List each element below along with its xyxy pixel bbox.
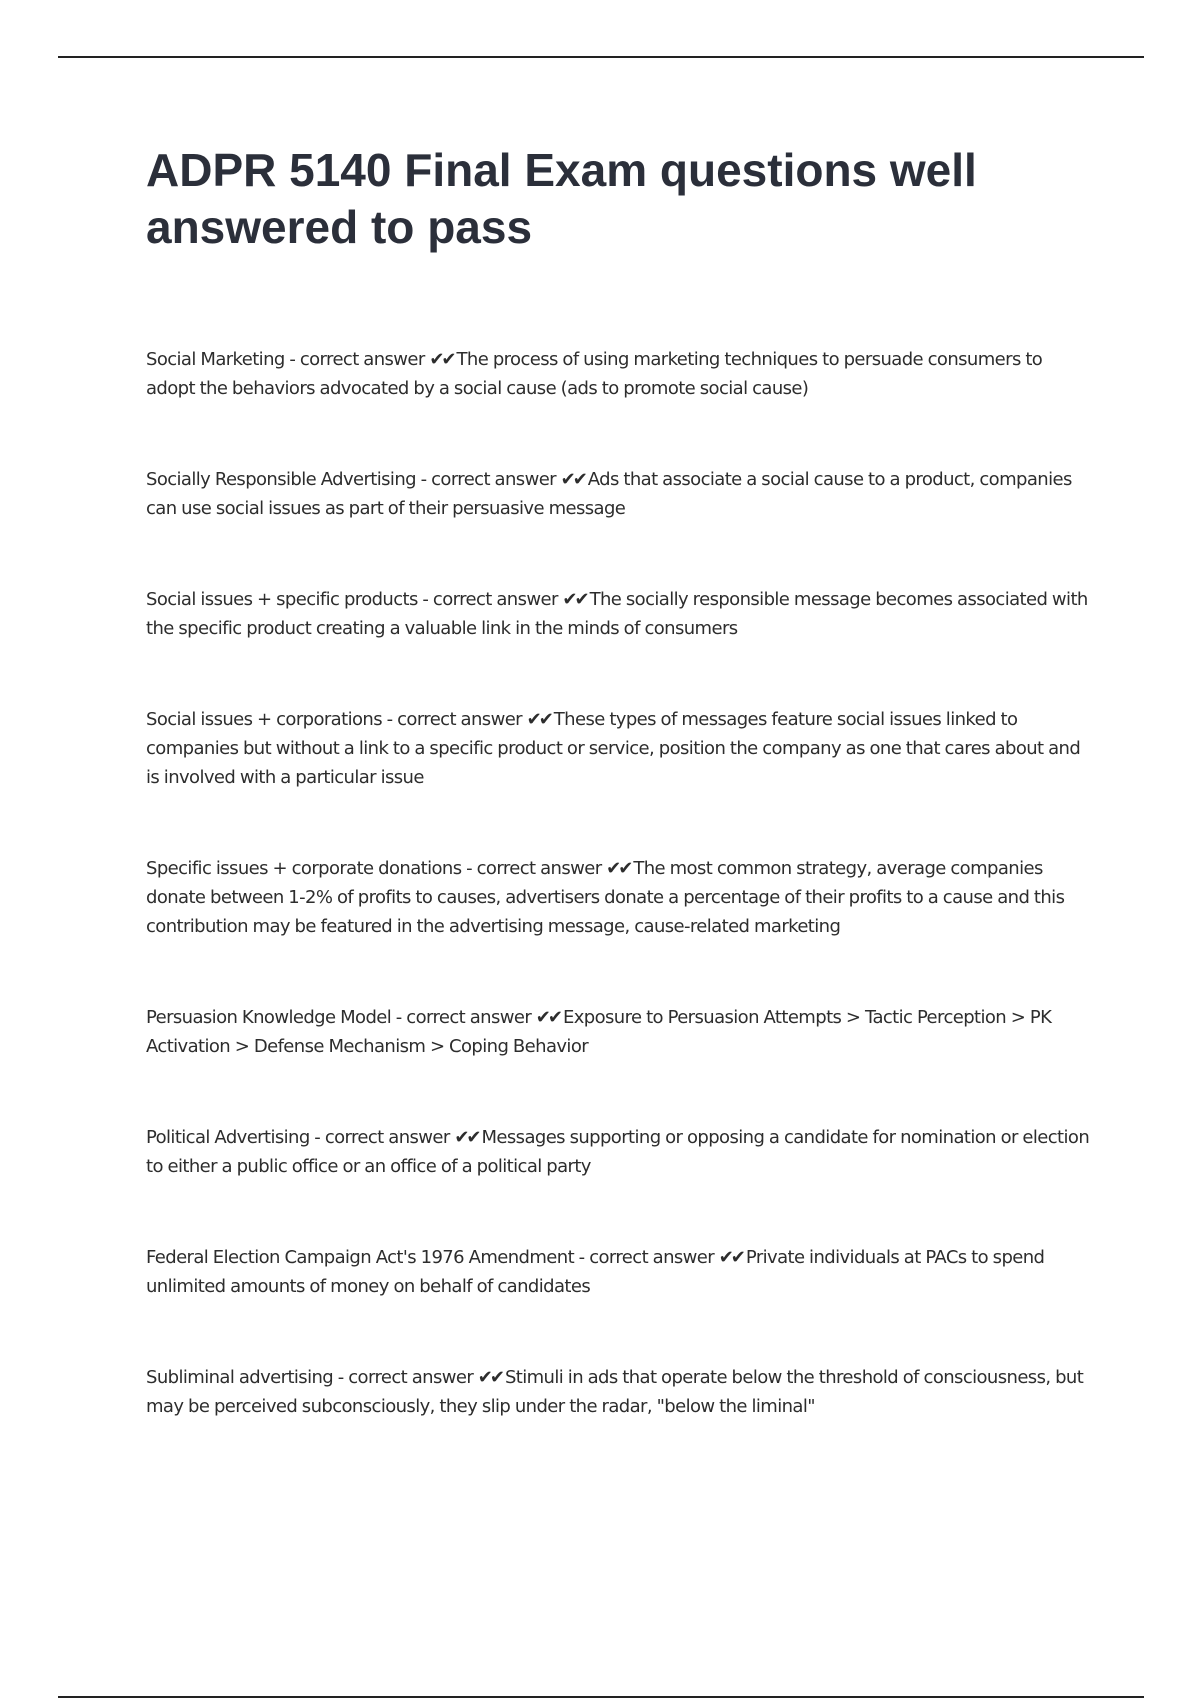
entry-separator: - (284, 349, 300, 370)
entry-separator: - (309, 1127, 325, 1148)
entry-separator: - (417, 589, 433, 610)
entry-term: Specific issues + corporate donations (146, 858, 462, 879)
entry-separator: - (461, 858, 477, 879)
entry-definition: The most common strategy, average companies donate between 1-2% of profits to causes, advertisers donate a percentage of their profits to a cause and this contribution may be featured in the advertising message, cause-related marketing (146, 858, 1065, 937)
entry-term: Persuasion Knowledge Model (146, 1007, 392, 1028)
qa-entry (146, 1243, 1091, 1301)
entry-term: Social issues + specific products (146, 589, 418, 610)
qa-entry (146, 1123, 1091, 1181)
answer-label: correct answer (324, 1127, 450, 1148)
entry-separator: - (574, 1247, 590, 1268)
check-mark-icon: ✔✔ (606, 858, 631, 879)
qa-entry (146, 1363, 1091, 1421)
check-mark-icon: ✔✔ (477, 1367, 502, 1388)
entry-term: Social issues + corporations (146, 709, 382, 730)
document-title: ADPR 5140 Final Exam questions well answered to pass (146, 144, 977, 253)
entry-term: Political Advertising (146, 1127, 310, 1148)
entry-definition: The process of using marketing techniques to persuade consumers to adopt the behaviors advocated by a social cause (ads to promote social cause) (146, 349, 1043, 399)
entry-term: Social Marketing (146, 349, 285, 370)
check-mark-icon: ✔✔ (454, 1127, 479, 1148)
check-mark-icon: ✔✔ (535, 1007, 560, 1028)
check-mark-icon: ✔✔ (526, 709, 551, 730)
qa-entry (146, 345, 1091, 403)
qa-entry (146, 585, 1091, 643)
entry-definition: Ads that associate a social cause to a product, companies can use social issues as part of their persuasive message (146, 469, 1072, 519)
entry-definition: Messages supporting or opposing a candidate for nomination or election to either a public office or an office of a political party (146, 1127, 1090, 1177)
entry-separator: - (391, 1007, 407, 1028)
entry-definition: The socially responsible message becomes associated with the specific product creating a valuable link in the minds of consumers (146, 589, 1088, 639)
entry-definition: Exposure to Persuasion Attempts > Tactic Perception > PK Activation > Defense Mechanism > Coping Behavior (146, 1007, 1052, 1057)
answer-label: correct answer (406, 1007, 532, 1028)
answer-label: correct answer (299, 349, 425, 370)
qa-entry (146, 705, 1091, 792)
entry-term: Socially Responsible Advertising (146, 469, 416, 490)
answer-label: correct answer (431, 469, 556, 490)
qa-list (146, 345, 1091, 1421)
entry-definition: These types of messages feature social issues linked to companies but without a link to a specific product or service, position the company as one that cares about and is involved with a particular issue (146, 709, 1081, 788)
entry-term: Federal Election Campaign Act's 1976 Amendment (146, 1247, 575, 1268)
check-mark-icon: ✔✔ (562, 589, 587, 610)
entry-definition: Private individuals at PACs to spend unlimited amounts of money on behalf of candidates (146, 1247, 1045, 1297)
check-mark-icon: ✔✔ (560, 469, 585, 490)
answer-label: correct answer (432, 589, 558, 610)
bottom-divider (58, 1696, 1144, 1698)
answer-label: correct answer (589, 1247, 715, 1268)
answer-label: correct answer (476, 858, 602, 879)
entry-separator: - (333, 1367, 349, 1388)
entry-term: Subliminal advertising (146, 1367, 334, 1388)
top-divider (58, 56, 1144, 58)
entry-definition: Stimuli in ads that operate below the threshold of consciousness, but may be perceived subconsciously, they slip under the radar, "below the liminal" (146, 1367, 1084, 1417)
qa-entry (146, 854, 1091, 941)
answer-label: correct answer (397, 709, 522, 730)
entry-separator: - (415, 469, 432, 490)
qa-entry (146, 1003, 1091, 1061)
check-mark-icon: ✔✔ (429, 349, 454, 370)
check-mark-icon: ✔✔ (718, 1247, 743, 1268)
answer-label: correct answer (348, 1367, 474, 1388)
entry-separator: - (381, 709, 398, 730)
qa-entry (146, 465, 1091, 523)
